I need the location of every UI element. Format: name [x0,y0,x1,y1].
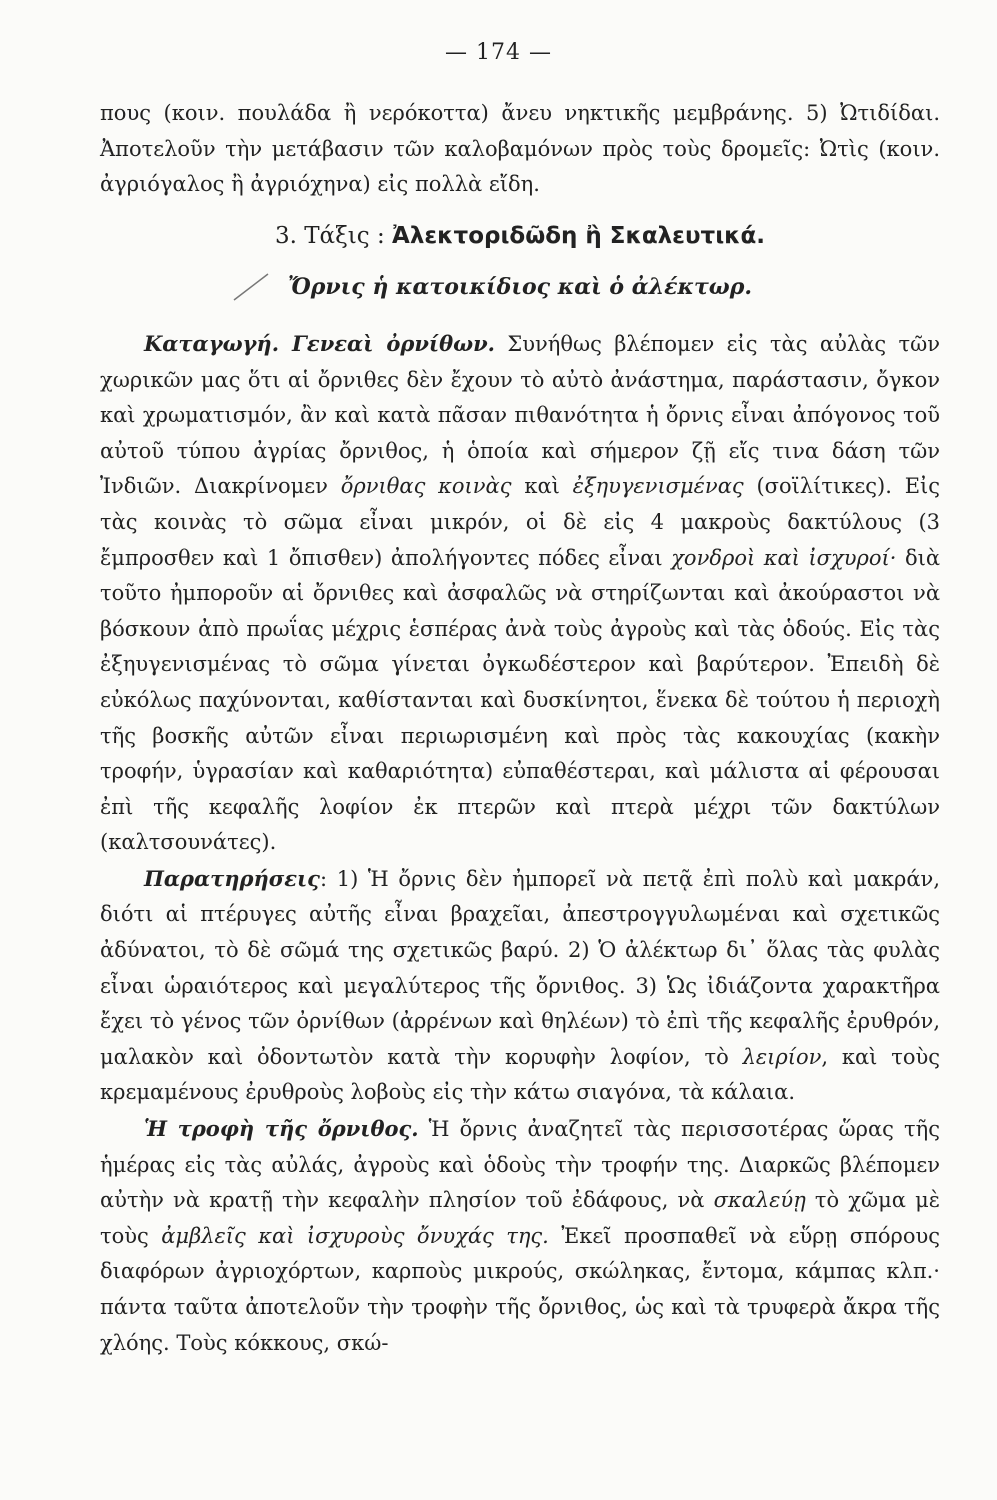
section-subtitle: Ὄρνις ἡ κατοικίδιος καὶ ὁ ἀλέκτωρ. [287,274,753,301]
term-common-hens: ὄρνιθας κοινὰς [340,474,512,499]
page-number: — 174 — [445,40,552,65]
section-title: Ἀλεκτοριδῶδη ἢ Σκαλευτικά. [392,222,766,249]
body-text [100,96,940,1361]
paragraph-origin: Καταγωγή. Γενεαὶ ὀρνίθων. Συνήθως βλέπομεν εἰς τὰς αὐλὰς τῶν χωρικῶν μας ὅτι αἱ ὄρνιθες δὲν ἔχουν τὸ αὐτὸ ἀνάστημα, παράστασιν, ὄγκον καὶ χρωματισμόν, ἂν καὶ κατὰ πᾶσαν πιθανότητα ἡ ὄρνις εἶναι ἀπόγονος τοῦ αὐτοῦ τύπου ἀγρίας ὄρνιθος, ἡ ὁποία καὶ σήμερον ζῇ εἴς τινα δάση τῶν Ἰνδιῶν. Διακρίνομεν ὄρνιθας κοινὰς καὶ ἐξηυγενισμένας (σοϊλίτικες). Εἰς τὰς κοινὰς τὸ σῶμα εἶναι μικρόν, οἱ δὲ εἰς 4 μακροὺς δακτύλους (3 ἔμπροσθεν καὶ 1 ὄπισθεν) ἀπολήγοντες πόδες εἶναι χονδροὶ καὶ ἰσχυροί· διὰ τοῦτο ἠμποροῦν αἱ ὄρνιθες καὶ ἀσφαλῶς νὰ στηρίζωνται καὶ ἀκούραστοι νὰ βόσκουν ἀπὸ πρωΐας μέχρις ἑσπέρας ἀνὰ τοὺς ἀγροὺς καὶ τὰς ὁδούς. Εἰς τὰς ἐξηυγενισμένας τὸ σῶμα γίνεται ὀγκωδέστερον καὶ βαρύτερον. Ἐπειδὴ δὲ εὐκόλως παχύνονται, καθίστανται καὶ δυσκίνητοι, ἕνεκα δὲ τούτου ἡ περιοχὴ τῆς βοσκῆς αὐτῶν εἶναι περιωρισμένη καὶ πρὸς τὰς κακουχίας (κακὴν τροφήν, ὑγρασίαν καὶ καθαριότητα) εὐπαθέστεραι, καὶ μάλιστα αἱ φέρουσαι ἐπὶ τῆς κεφαλῆς λοφίον ἐκ πτερῶν καὶ πτερὰ μέχρι τῶν δακτύλων (καλτσουνάτες). [100,330,941,855]
term-feet: χονδροὶ καὶ ἰσχυροί· [671,545,897,570]
section-prefix: 3. Τάξις : [274,222,393,249]
term-scratch: σκαλεύῃ [713,1188,806,1213]
term-refined-hens: ἐξηυγενισμένας [572,474,744,499]
remarks-heading: Παρατηρήσεις [144,865,320,891]
origin-heading: Καταγωγή. Γενεαὶ ὀρνίθων. [144,330,495,356]
term-crest: λειρίον [742,1044,822,1069]
food-heading: Ἡ τροφὴ τῆς ὄρνιθος. [144,1116,419,1142]
paragraph-food: Ἡ τροφὴ τῆς ὄρνιθος. Ἡ ὄρνις ἀναζητεῖ τὰς περισσοτέρας ὥρας τῆς ἡμέρας εἰς τὰς αὐλάς, ἀγροὺς καὶ ὁδοὺς τὴν τροφήν της. Διαρκῶς βλέπομεν αὐτὴν νὰ κρατῇ τὴν κεφαλὴν πλησίον τοῦ ἐδάφους, νὰ σκαλεύῃ τὸ χῶμα μὲ τοὺς ἀμβλεῖς καὶ ἰσχυροὺς ὄνυχάς της. Ἐκεῖ προσπαθεῖ νὰ εὕρῃ σπόρους διαφόρων ἀγριοχόρτων, καρποὺς μικρούς, σκώληκας, ἔντομα, κάμπας κλπ.· πάντα ταῦτα ἀποτελοῦν τὴν τροφὴν τῆς ὄρνιθος, ὡς καὶ τὰ τρυφερὰ ἄκρα τῆς χλόης. Τοὺς κόκκους, σκώ- [100,1116,940,1355]
section-heading [100,219,940,255]
paragraph-remarks: Παρατηρήσεις: 1) Ἡ ὄρνις δὲν ἠμπορεῖ νὰ πετᾷ ἐπὶ πολὺ καὶ μακράν, διότι αἱ πτέρυγες αὐτῆς εἶναι βραχεῖαι, ἀπεστρογγυλωμέναι καὶ σχετικῶς ἀδύνατοι, τὸ δὲ σῶμά της σχετικῶς βαρύ. 2) Ὁ ἀλέκτωρ δι᾽ ὅλας τὰς φυλὰς εἶναι ὡραιότερος καὶ μεγαλύτερος τῆς ὄρνιθος. 3) Ὡς ἰδιάζοντα χαρακτῆρα ἔχει τὸ γένος τῶν ὀρνίθων (ἀρρένων καὶ θηλέων) τὸ ἐπὶ τῆς κεφαλῆς ἐρυθρόν, μαλακὸν καὶ ὀδοντωτὸν κατὰ τὴν κορυφὴν λοφίον, τὸ λειρίον, καὶ τοὺς κρεμαμένους ἐρυθροὺς λοβοὺς εἰς τὴν κάτω σιαγόνα, τὰ κάλαια. [100,865,940,1105]
term-claws: ἀμβλεῖς καὶ ἰσχυροὺς ὄνυχάς της. [161,1223,549,1248]
paragraph-otides: πους (κοιν. πουλάδα ἢ νερόκοττα) ἄνευ νηκτικῆς μεμβράνης. 5) Ὠτιδίδαι. Ἀποτελοῦν τὴν μετάβασιν τῶν καλοβαμόνων πρὸς τοὺς δρομεῖς: Ὠτὶς (κοιν. ἀγριόγαλος ἢ ἀγριόχηνα) εἰς πολλὰ εἴδη. [100,101,940,197]
